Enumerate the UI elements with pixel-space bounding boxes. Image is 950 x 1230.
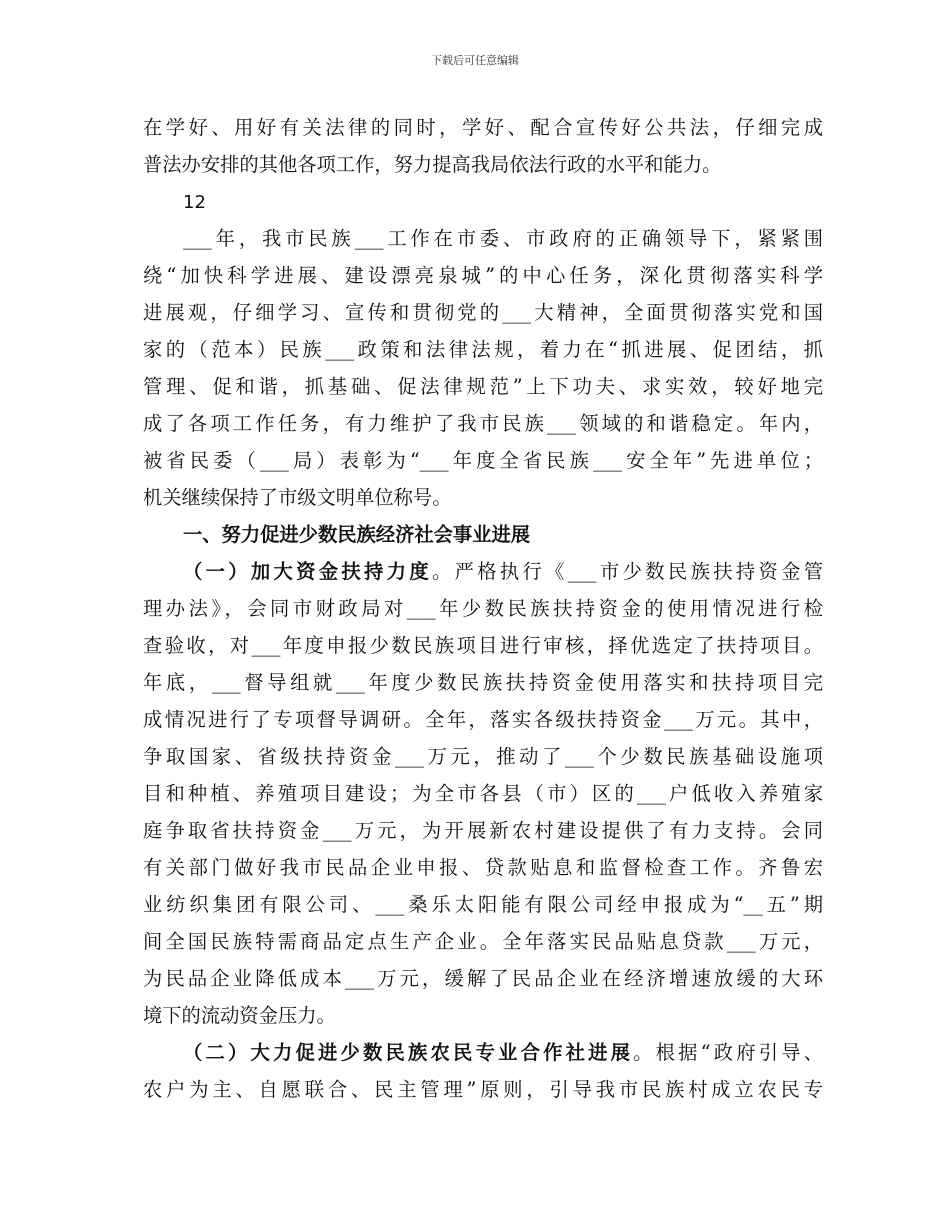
text-line (143, 183, 823, 220)
page-header: 下载后可任意编辑 (431, 54, 519, 67)
line-text: 查验收，对___年度申报少数民族项目进行审核，择优选定了扶持项目。 (143, 634, 823, 657)
section-heading: （二）大力促进少数民族农民专业合作社进展 (183, 1041, 634, 1064)
line-text: 成了各项工作任务，有力维护了我市民族___领域的和谐稳定。年内， (143, 412, 823, 435)
line-text: 理办法》，会同市财政局对___年少数民族扶持资金的使用情况进行检 (143, 597, 823, 620)
line-text: 农户为主、自愿联合、民主管理”原则，引导我市民族村成立农民专 (143, 1078, 823, 1101)
text-line (143, 738, 823, 775)
text-line (143, 294, 823, 331)
text-line (143, 590, 823, 627)
line-text: 争取国家、省级扶持资金___万元，推动了___个少数民族基础设施项 (143, 745, 823, 768)
line-text: 12 (183, 192, 206, 213)
text-line (143, 886, 823, 923)
line-text: 进展观，仔细学习、宣传和贯彻党的___大精神，全面贯彻落实党和国 (143, 301, 823, 324)
line-text: 管理、促和谐，抓基础、促法律规范”上下功夫、求实效，较好地完 (143, 375, 823, 398)
text-line (143, 812, 823, 849)
text-line (143, 923, 823, 960)
text-line (143, 664, 823, 701)
text-line (143, 146, 823, 183)
text-line (143, 997, 823, 1034)
line-text: 庭争取省扶持资金___万元，为开展新农村建设提供了有力支持。会同 (143, 819, 823, 842)
line-text: 成情况进行了专项督导调研。全年，落实各级扶持资金___万元。其中， (143, 708, 823, 731)
text-line (143, 960, 823, 997)
line-text: 被省民委（___局）表彰为“___年度全省民族___安全年”先进单位； (143, 449, 823, 472)
line-text: 目和种植、养殖项目建设；为全市各县（市）区的___户低收入养殖家 (143, 782, 823, 805)
text-line (143, 479, 823, 516)
line-text: 业纺织集团有限公司、___桑乐太阳能有限公司经申报成为“__五”期 (143, 893, 823, 916)
line-text: 机关继续保持了市级文明单位称号。 (143, 486, 452, 509)
text-line (143, 257, 823, 294)
line-text: 境下的流动资金压力。 (143, 1004, 336, 1027)
line-text: ___年，我市民族___工作在市委、市政府的正确领导下，紧紧围 (183, 227, 823, 250)
line-text: 间全国民族特需商品定点生产企业。全年落实民品贴息贷款___万元， (143, 930, 823, 953)
text-line (143, 849, 823, 886)
text-line (143, 701, 823, 738)
text-line (143, 775, 823, 812)
line-text: 绕“加快科学进展、建设漂亮泉城”的中心任务，深化贯彻落实科学 (143, 264, 823, 287)
line-text: 有关部门做好我市民品企业申报、贷款贴息和监督检查工作。齐鲁宏 (143, 856, 823, 879)
text-line (143, 368, 823, 405)
text-line (143, 405, 823, 442)
text-line (143, 220, 823, 257)
line-text: 。严格执行《___市少数民族扶持资金管 (431, 560, 824, 583)
line-text: 年底，___督导组就___年度少数民族扶持资金使用落实和扶持项目完 (143, 671, 823, 694)
line-text: 为民品企业降低成本___万元，缓解了民品企业在经济增速放缓的大环 (143, 967, 823, 990)
text-line (143, 627, 823, 664)
text-line (143, 516, 823, 553)
text-line (143, 553, 823, 590)
section-title: 一、努力促进少数民族经济社会事业进展 (183, 523, 531, 546)
section-heading: （一）加大资金扶持力度 (183, 560, 432, 583)
text-line (143, 1071, 823, 1108)
text-line (143, 1034, 823, 1071)
text-line (143, 442, 823, 479)
line-text: 。根据“政府引导、 (633, 1041, 824, 1064)
line-text: 家的（范本）民族___政策和法律法规，着力在“抓进展、促团结，抓 (143, 338, 823, 361)
line-text: 普法办安排的其他各项工作，努力提高我局依法行政的水平和能力。 (143, 153, 722, 176)
line-text: 在学好、用好有关法律的同时，学好、配合宣传好公共法，仔细完成 (143, 116, 823, 139)
text-line (143, 109, 823, 146)
document-body (143, 109, 823, 1108)
text-line (143, 331, 823, 368)
